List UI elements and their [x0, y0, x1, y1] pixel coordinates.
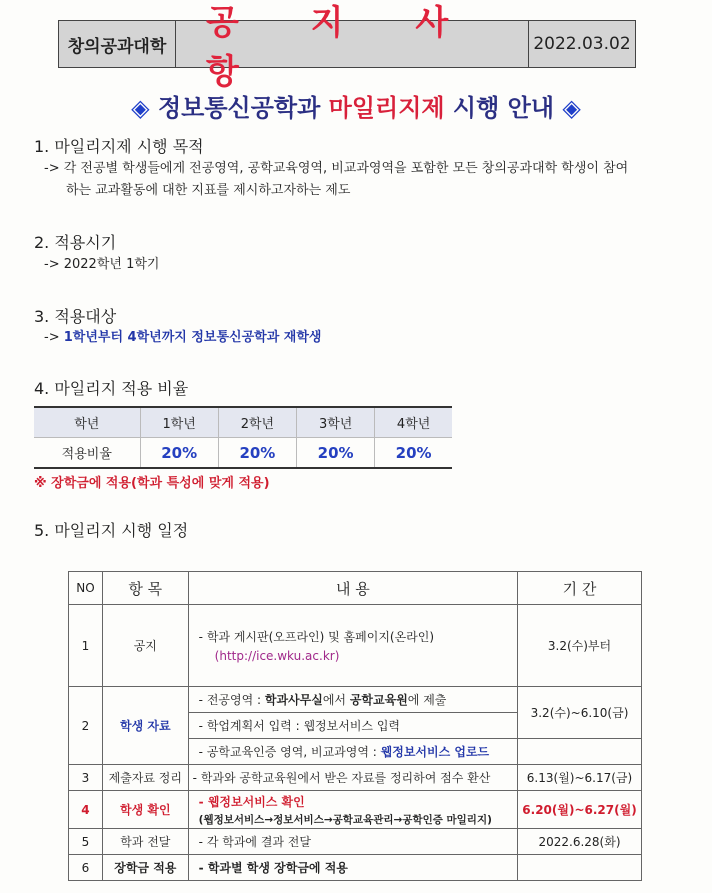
row-content: - 학과별 학생 장학금에 적용: [188, 855, 517, 881]
row-no: 5: [69, 829, 103, 855]
period-line: [44, 254, 159, 276]
row-item: 학과 전달: [102, 829, 188, 855]
ratio-header-cell: 3학년: [297, 407, 375, 438]
ratio-table: [34, 406, 452, 469]
content-path: (웹정보서비스→정보서비스→공학교육관리→공학인증 마일리지): [198, 813, 492, 826]
content-bold: 학과사무실: [264, 693, 323, 707]
row-content: [188, 605, 517, 687]
table-row: [69, 791, 642, 829]
target-value: 1학년부터 4학년까지 정보통신공학과 재학생: [63, 330, 322, 345]
content-line: - 웹정보서비스 확인: [198, 794, 305, 809]
ratio-header-cell: 2학년: [218, 407, 296, 438]
title-topic: 마일리지제: [328, 94, 445, 122]
content-bold: 웹정보서비스 업로드: [380, 745, 490, 759]
ratio-row-label: 적용비율: [34, 438, 140, 469]
content-bold: 공학교육원: [349, 693, 408, 707]
row-no: 1: [69, 605, 103, 687]
notice-date: 2022.03.02: [529, 21, 635, 67]
ratio-header-cell: 4학년: [375, 407, 452, 438]
row-period: 6.20(월)~6.27(월): [518, 791, 642, 829]
row-item: 제출자료 정리: [102, 765, 188, 791]
arrow-text: ->: [44, 330, 60, 345]
ratio-value: 20%: [297, 438, 375, 469]
content-text: - 전공영역 :: [198, 693, 265, 707]
content-line: - 학과 게시판(오프라인) 및 홈페이지(온라인): [198, 630, 435, 644]
section-heading-target: 3. 적용대상: [34, 307, 117, 326]
college-name: 창의공과대학: [59, 21, 176, 67]
row-content: [188, 687, 517, 713]
table-row: [69, 765, 642, 791]
section-heading-period: 2. 적용시기: [34, 233, 117, 252]
purpose-line-1: -> 각 전공별 학생들에게 전공영역, 공학교육영역, 비교과영역을 포함한 모든 창의공과대학 학생이 참여: [44, 161, 629, 176]
dept-name: 정보통신공학과: [157, 94, 321, 122]
table-row: [69, 855, 642, 881]
row-no: 6: [69, 855, 103, 881]
ratio-header-cell: 1학년: [140, 407, 218, 438]
ratio-value: 20%: [140, 438, 218, 469]
scholarship-note: ※ 장학금에 적용(학과 특성에 맞게 적용): [34, 476, 270, 491]
row-content: - 각 학과에 결과 전달: [188, 829, 517, 855]
arrow-text: ->: [44, 257, 60, 272]
row-period: 3.2(수)~6.10(금): [518, 687, 642, 739]
row-content: [188, 791, 517, 829]
row-period: 3.2(수)부터: [518, 605, 642, 687]
row-content: [188, 739, 517, 765]
row-period: [518, 855, 642, 881]
table-row: [69, 687, 642, 713]
document-title: [0, 88, 712, 123]
ratio-value: 20%: [375, 438, 452, 469]
schedule-header-period: 기 간: [518, 572, 642, 605]
row-item: 학생 자료: [102, 687, 188, 765]
schedule-header-row: [69, 572, 642, 605]
homepage-url: (http://ice.wku.ac.kr): [214, 649, 340, 663]
row-content: - 학과와 공학교육원에서 받은 자료를 정리하여 점수 환산: [188, 765, 517, 791]
purpose-line-2: 하는 교과활동에 대한 지표를 제시하고자하는 제도: [66, 183, 351, 198]
row-item: 장학금 적용: [102, 855, 188, 881]
content-text: 에서: [322, 693, 350, 707]
row-item: 공지: [102, 605, 188, 687]
row-no: 2: [69, 687, 103, 765]
row-period: 6.13(월)~6.17(금): [518, 765, 642, 791]
schedule-header-content: 내 용: [188, 572, 517, 605]
row-no: 4: [69, 791, 103, 829]
row-period-empty: [518, 739, 642, 765]
notice-title: 공 지 사 항: [176, 21, 529, 67]
schedule-table: [68, 571, 642, 881]
content-text: - 공학교육인증 영역, 비교과영역 :: [198, 745, 381, 759]
row-content: - 학업계획서 입력 : 웹정보서비스 입력: [188, 713, 517, 739]
target-line: [44, 327, 321, 349]
schedule-header-item: 항 목: [102, 572, 188, 605]
row-period: 2022.6.28(화): [518, 829, 642, 855]
title-rest: 시행 안내: [452, 94, 555, 122]
table-row: [69, 829, 642, 855]
ratio-value: 20%: [218, 438, 296, 469]
ratio-header-row: [34, 407, 452, 438]
diamond-icon: ◈: [562, 94, 581, 122]
diamond-icon: ◈: [131, 94, 150, 122]
ratio-value-row: [34, 438, 452, 469]
schedule-header-no: NO: [69, 572, 103, 605]
section-heading-ratio: 4. 마일리지 적용 비율: [34, 379, 189, 398]
notice-header: [58, 3, 636, 92]
ratio-header-cell: 학년: [34, 407, 140, 438]
row-item: 학생 확인: [102, 791, 188, 829]
period-value: 2022학년 1학기: [63, 257, 160, 272]
section-heading-schedule: 5. 마일리지 시행 일정: [34, 521, 189, 540]
table-row: [69, 605, 642, 687]
section-heading-purpose: 1. 마일리지제 시행 목적: [34, 137, 204, 156]
content-text: 에 제출: [407, 693, 447, 707]
row-no: 3: [69, 765, 103, 791]
